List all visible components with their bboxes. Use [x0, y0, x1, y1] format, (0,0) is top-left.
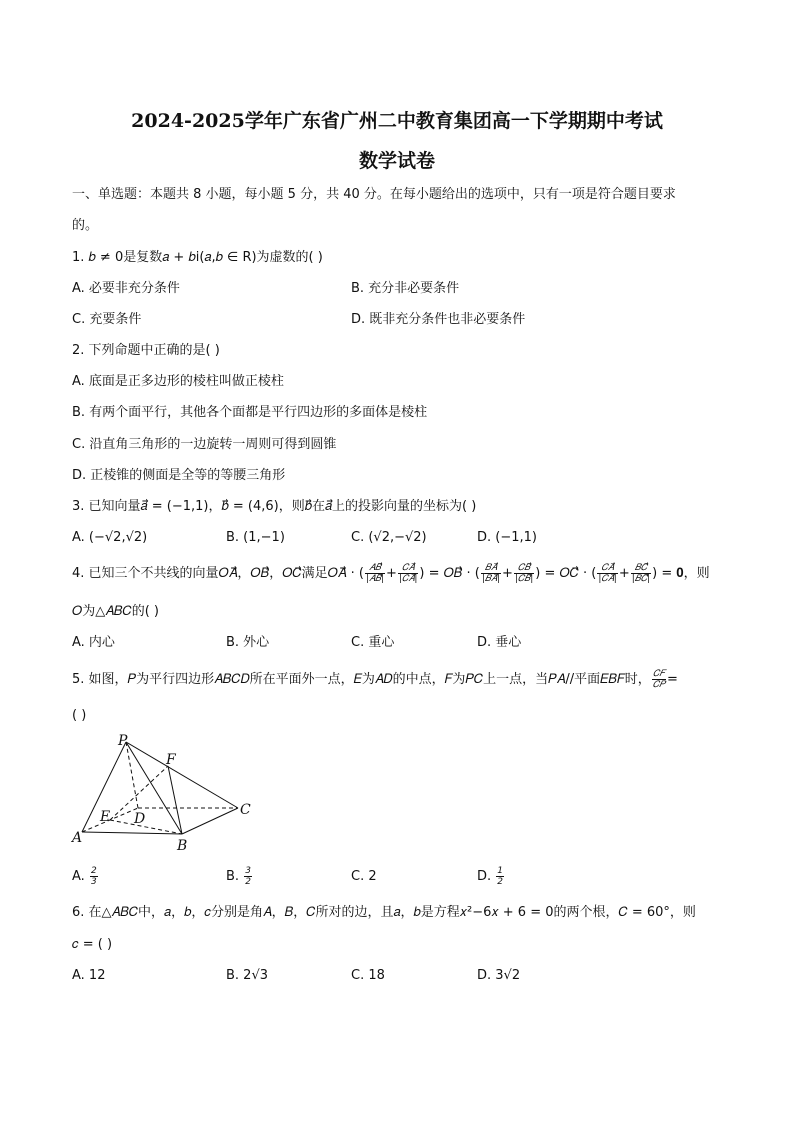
question-6-stem-cont: 𝑐 = ( ): [72, 937, 113, 952]
question-1-stem: 1. 𝑏 ≠ 0是复数𝑎 + 𝑏i(𝑎,𝑏 ∈ R)为虚数的( ): [72, 250, 323, 265]
segment-fb: [168, 766, 182, 834]
question-1-option-d: D. 既非充分条件也非必要条件: [351, 312, 526, 327]
question-6-option-c: C. 18: [351, 968, 385, 983]
plus-sign: +: [501, 566, 513, 581]
frac-num: 2: [90, 866, 97, 876]
edge-ab: [82, 832, 182, 834]
fraction-1-2: [496, 866, 504, 887]
fraction-cb: [514, 563, 534, 584]
label-d: D: [134, 811, 146, 827]
question-2-option-c: C. 沿直角三角形的一边旋转一周则可得到圆锥: [72, 437, 337, 452]
label-p: P: [118, 733, 128, 749]
question-6-option-b: B. 2√3: [226, 968, 269, 983]
edge-pc: [126, 742, 238, 808]
fraction-3-2: [244, 866, 252, 887]
plus-sign: +: [386, 566, 397, 581]
label-e: E: [100, 809, 111, 825]
frac-den: 𝐶𝑃: [652, 680, 666, 690]
frac-num: 𝐶𝐴⃗: [597, 563, 617, 574]
section-heading-cont: 的。: [72, 218, 99, 233]
label-f: F: [166, 752, 176, 768]
q5-stem-text: 5. 如图，𝑃为平行四边形𝐴𝐵𝐶𝐷所在平面外一点，𝐸为𝐴𝐷的中点，𝐹为𝑃𝐶上一点，当𝑃𝐴//平面𝐸𝐵𝐹时，: [72, 672, 651, 687]
exam-subtitle: 数学试卷: [358, 150, 435, 172]
question-3-stem: 3. 已知向量𝑎⃗ = (−1,1)，𝑏⃗ = (4,6)，则𝑏⃗在𝑎⃗上的投影向量的坐标为( ): [72, 499, 477, 514]
fraction-ca: [398, 563, 418, 584]
question-2-stem: 2. 下列命题中正确的是( ): [72, 343, 220, 358]
question-4-option-c: C. 重心: [351, 635, 395, 650]
opt-label: B.: [226, 869, 240, 884]
frac-num: 𝐶𝐵⃗: [514, 563, 534, 574]
question-5-paren: ( ): [72, 708, 87, 723]
question-2-option-b: B. 有两个面平行，其他各个面都是平行四边形的多面体是棱柱: [72, 405, 428, 420]
frac-den: |𝐴𝐵⃗|: [365, 574, 384, 584]
frac-den: |𝐶𝐵⃗|: [514, 574, 534, 584]
fraction-cf-cp: [652, 669, 666, 690]
question-5-option-c: C. 2: [351, 869, 377, 884]
question-2-option-a: A. 底面是正多边形的棱柱叫做正棱柱: [72, 374, 284, 389]
question-4-stem-cont: 𝑂为△𝐴𝐵𝐶的( ): [72, 604, 159, 619]
fraction-ca-2: [597, 563, 617, 584]
q4-stem-mid1: ) = 𝑂𝐵⃗ · (: [419, 566, 480, 581]
question-1-option-c: C. 充要条件: [72, 312, 142, 327]
frac-den: |𝐶𝐴⃗|: [398, 574, 418, 584]
question-4-option-b: B. 外心: [226, 635, 270, 650]
opt-label: A.: [72, 869, 85, 884]
equals-sign: =: [667, 672, 678, 687]
question-4-option-a: A. 内心: [72, 635, 115, 650]
pyramid-figure: [70, 732, 270, 852]
edge-bc: [182, 808, 238, 834]
label-b: B: [177, 838, 188, 852]
opt-label: D.: [477, 869, 492, 884]
fraction-2-3: [90, 866, 98, 887]
frac-den: 2: [497, 877, 504, 887]
frac-num: 𝐵𝐴⃗: [481, 563, 501, 574]
question-5-stem: [72, 668, 678, 692]
question-4-stem: [72, 562, 710, 586]
frac-den: |𝐵𝐴⃗|: [481, 574, 500, 584]
q4-stem-post: ) = 𝟎，则: [652, 566, 710, 581]
question-3-option-d: D. (−1,1): [477, 530, 537, 545]
frac-num: 𝐴𝐵⃗: [365, 563, 385, 574]
fraction-ba: [481, 563, 501, 584]
question-1-option-b: B. 充分非必要条件: [351, 281, 460, 296]
question-5-option-a: [72, 866, 99, 887]
segment-eb: [110, 820, 182, 834]
question-1-option-a: A. 必要非充分条件: [72, 281, 180, 296]
question-3-option-b: B. (1,−1): [226, 530, 285, 545]
label-c: C: [240, 802, 251, 818]
question-3-option-c: C. (√2,−√2): [351, 530, 427, 545]
fraction-ab: [365, 563, 385, 584]
section-heading: 一、单选题：本题共 8 小题，每小题 5 分，共 40 分。在每小题给出的选项中，只有一项是符合题目要求: [72, 187, 676, 202]
question-4-option-d: D. 垂心: [477, 635, 522, 650]
frac-num: 3: [245, 866, 251, 876]
question-6-option-a: A. 12: [72, 968, 106, 983]
frac-den: 3: [90, 877, 97, 887]
exam-title: 2024-2025学年广东省广州二中教育集团高一下学期期中考试: [131, 110, 663, 132]
question-5-option-b: [226, 866, 253, 887]
frac-num: 𝐶𝐴⃗: [398, 563, 418, 574]
fraction-bc: [631, 563, 651, 584]
frac-num: 𝐵𝐶⃗: [631, 563, 651, 574]
frac-num: 1: [497, 866, 504, 876]
frac-den: |𝐶𝐴⃗|: [598, 574, 617, 584]
question-3-option-a: A. (−√2,√2): [72, 530, 148, 545]
frac-den: |𝐵𝐶⃗|: [631, 574, 651, 584]
frac-den: 2: [245, 877, 251, 887]
question-6-stem: 6. 在△𝐴𝐵𝐶中，𝑎，𝑏，𝑐分别是角𝐴，𝐵，𝐶所对的边，且𝑎，𝑏是方程𝑥²−6𝑥 + 6 = 0的两个根，𝐶 = 60°，则: [72, 905, 696, 920]
question-6-option-d: D. 3√2: [477, 968, 521, 983]
frac-num: 𝐶𝐹: [652, 669, 665, 679]
label-a: A: [72, 830, 83, 846]
question-5-option-d: [477, 866, 505, 887]
q4-stem-pre: 4. 已知三个不共线的向量𝑂𝐴⃗，𝑂𝐵⃗，𝑂𝐶⃗满足𝑂𝐴⃗ · (: [72, 566, 364, 581]
plus-sign: +: [618, 566, 630, 581]
question-2-option-d: D. 正棱锥的侧面是全等的等腰三角形: [72, 468, 286, 483]
q4-stem-mid2: ) = 𝑂𝐶⃗ · (: [535, 566, 597, 581]
